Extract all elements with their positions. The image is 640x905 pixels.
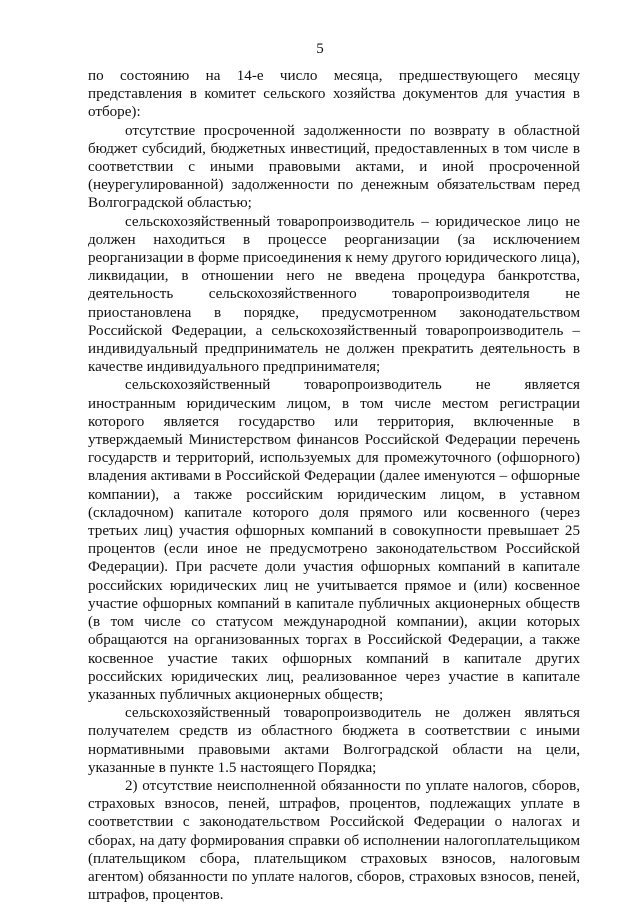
paragraph-no-reorganization: сельскохозяйственный товаропроизводитель – юридическое лицо не должен находиться в процессе реорганизации (за исключением реорганизации в форме присоединения к нему другого юридического лица), ликвидации, в отношении него не введена процедура банкротства, деятельность сельскохозяйственного товаропроизводителя не приостановлена в порядке, предусмотренном законодательством Российской Федерации, а сельскохозяйственный товаропроизводитель – индивидуальный предприниматель не должен прекратить деятельность в качестве индивидуального предпринимателя; [88, 213, 580, 376]
paragraph-no-overdue-debt: отсутствие просроченной задолженности по возврату в областной бюджет субсидий, бюджетных инвестиций, предоставленных в том числе в соответствии с иными правовыми актами, и иной просроченной (неурегулированной) задолженности по денежным обязательствам перед Волгоградской областью; [88, 122, 580, 212]
document-body [88, 67, 580, 904]
page-number: 5 [316, 41, 324, 57]
paragraph-not-foreign-entity: сельскохозяйственный товаропроизводитель не является иностранным юридическим лицом, в том числе местом регистрации которого является государство или территория, включенные в утверждаемый Министерством финансов Российской Федерации перечень государств и территорий, используемых для промежуточного (офшорного) владения активами в Российской Федерации (далее именуются – офшорные компании), а также российским юридическим лицом, в уставном (складочном) капитале которого доля прямого или косвенного (через третьих лиц) участия офшорных компаний в совокупности превышает 25 процентов (если иное не предусмотрено законодательством Российской Федерации). При расчете доли участия офшорных компаний в капитале российских юридических лиц не учитывается прямое и (или) косвенное участие офшорных компаний в капитале публичных акционерных обществ (в том числе со статусом международной компании), акции которых обращаются на организованных торгах в Российской Федерации, а также косвенное участие таких офшорных компаний в капитале других российских юридических лиц, реализованное через участие в капитале указанных публичных акционерных обществ; [88, 377, 580, 703]
paragraph-no-tax-arrears: 2) отсутствие неисполненной обязанности по уплате налогов, сборов, страховых взносов, пеней, штрафов, процентов, подлежащих уплате в соответствии с законодательством Российской Федерации о налогах и сборах, на дату формирования справки об исполнении налогоплательщиком (плательщиком сбора, плательщиком страховых взносов, налоговым агентом) обязанности по уплате налогов, сборов, страховых взносов, пеней, штрафов, процентов. [88, 777, 580, 904]
paragraph-no-regional-funds: сельскохозяйственный товаропроизводитель не должен являться получателем средств из областного бюджета в соответствии с иными нормативными правовыми актами Волгоградской области на цели, указанные в пункте 1.5 настоящего Порядка; [88, 705, 580, 776]
paragraph-continuation: по состоянию на 14-е число месяца, предшествующего месяцу представления в комитет сельского хозяйства документов для участия в отборе): [88, 68, 580, 121]
